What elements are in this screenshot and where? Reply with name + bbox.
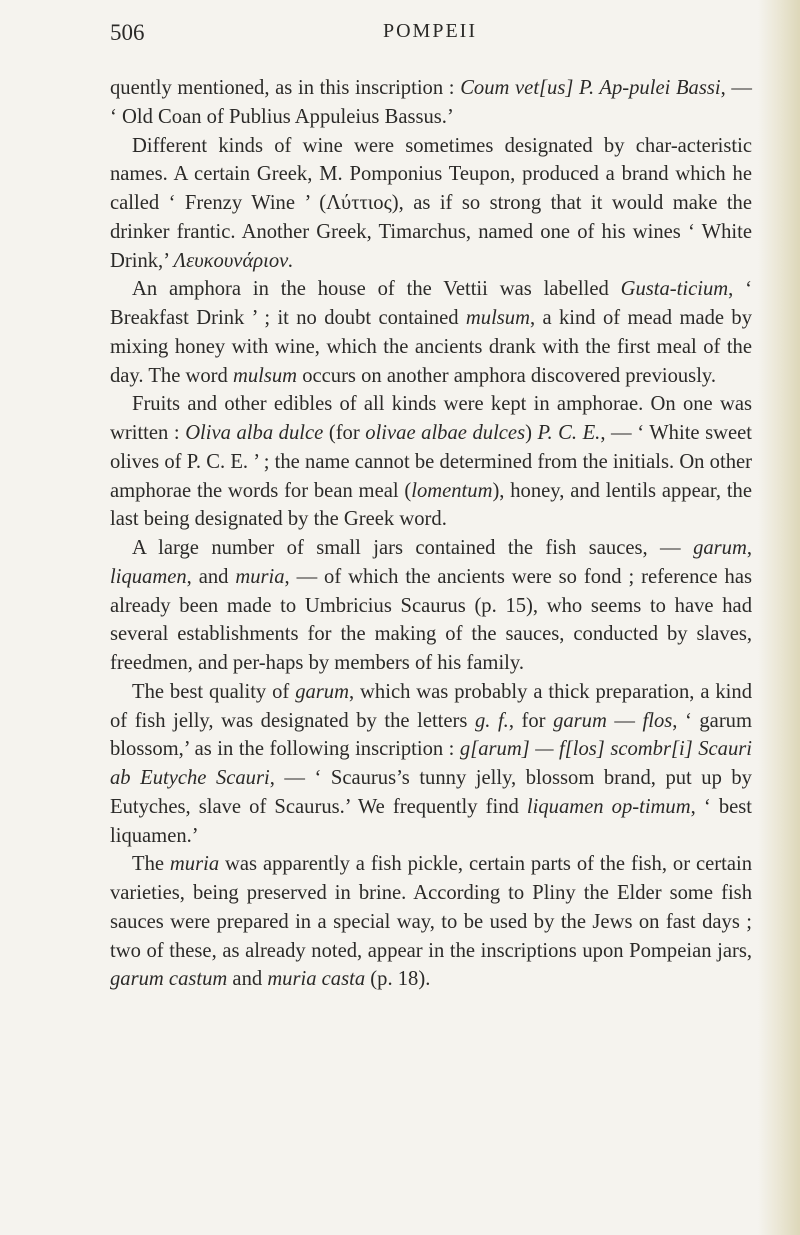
text-run: and <box>227 968 268 991</box>
text-run: , — of which the ancients were so fond ; reference has already been made to Umbricius Scaurus (p. 15), who seems to have had several establishments for the making of the sauces, conducted by slaves, freedmen, and per-haps by members of his family. <box>110 565 752 674</box>
italic-text: g[arum] — f[los] scombr[i] Scauri ab Eutyche Scauri <box>110 738 752 789</box>
paragraph-7 <box>110 850 752 994</box>
text-run: An amphora in the house of the Vettii was labelled <box>132 278 621 301</box>
text-run: quently mentioned, as in this inscription : <box>110 77 461 99</box>
text-run: , and <box>186 565 236 588</box>
text-run: , ‘ garum blossom,’ as in the following inscription : <box>110 709 752 761</box>
italic-text: muria <box>169 853 220 876</box>
italic-text: Coum vet[us] P. Ap-pulei Bassi <box>460 77 721 99</box>
text-run: Fruits and other edibles of all kinds were kept in amphorae. On one was written : <box>110 393 752 444</box>
text-run: , — ‘ Scaurus’s tunny jelly, blossom brand, put up by Eutyches, slave of Scaurus.’ We frequently find <box>110 767 752 818</box>
page-number: 506 <box>110 20 145 45</box>
text-run: — <box>606 709 643 732</box>
page-edge-shadow <box>758 0 800 1235</box>
text-run: (for <box>323 422 366 444</box>
text-run: , for <box>508 709 554 732</box>
italic-text: g. f. <box>474 709 509 732</box>
text-run: occurs on another amphora discovered previously. <box>297 364 717 387</box>
text-run: ), honey, and lentils appear, the last being designated by the Greek word. <box>110 479 752 531</box>
italic-text: Oliva alba dulce <box>185 422 324 444</box>
body-text <box>110 74 752 994</box>
text-run: (p. 18). <box>365 968 431 991</box>
text-run: , a kind of mead made by mixing honey with wine, which the ancients drank with the first meal of the day. The word <box>110 307 752 387</box>
text-run: , <box>746 537 752 559</box>
italic-text: P. C. E. <box>537 422 601 444</box>
text-run: Different kinds of wine were sometimes designated by char-acteristic names. A certain Greek, M. Pomponius Teupon, produced a brand which he called ‘ Frenzy Wine ’ (Λύττιος), as if so strong that it would make the drinker frantic. Another Greek, Timarchus, named one of his wines ‘ White Drink,’ <box>110 134 752 272</box>
running-title: POMPEII <box>382 20 477 42</box>
page-header <box>110 20 750 54</box>
text-run: A large number of small jars contained the fish sauces, — <box>132 537 694 559</box>
italic-text: liquamen op-timum <box>526 795 691 818</box>
text-run: , — ‘ White sweet olives of P. C. E. ’ ; the name cannot be determined from the initials. On other amphorae the words for bean meal ( <box>110 422 753 502</box>
italic-text: garum castum <box>110 968 228 991</box>
paragraph-4 <box>110 390 752 534</box>
paragraph-5 <box>110 534 752 678</box>
italic-text: garum <box>693 537 747 559</box>
italic-text: muria <box>235 565 285 588</box>
text-run: , ‘ best liquamen.’ <box>110 795 752 847</box>
text-run: ) <box>525 422 538 444</box>
italic-text: flos <box>642 709 673 732</box>
italic-text: Gusta-ticium <box>620 278 729 301</box>
italic-text: mulsum <box>465 307 530 329</box>
paragraph-1 <box>110 74 752 132</box>
italic-text: mulsum <box>232 364 298 387</box>
text-run: , ‘ Breakfast Drink ’ ; it no doubt contained <box>110 278 752 329</box>
paragraph-3 <box>110 275 752 390</box>
italic-text: muria casta <box>267 968 366 991</box>
italic-text: olivae albae dulces <box>365 422 526 444</box>
italic-text: lomentum <box>411 479 493 502</box>
paragraph-2 <box>110 132 752 276</box>
text-run: , which was probably a thick preparation, a kind of fish jelly, was designated by the letters <box>110 680 752 732</box>
italic-text: garum <box>295 680 349 703</box>
text-run: , — ‘ Old Coan of Publius Appuleius Bassus.’ <box>110 77 753 128</box>
italic-text: liquamen <box>110 565 187 588</box>
text-run: The <box>132 853 170 876</box>
text-run: The best quality of <box>132 680 296 703</box>
italic-text: garum <box>553 709 607 732</box>
paragraph-6 <box>110 678 752 851</box>
text-run: was apparently a fish pickle, certain parts of the fish, or certain varieties, being preserved in brine. According to Pliny the Elder some fish sauces were prepared in a special way, to be used by the Jews on fast days ; two of these, as already noted, appear in the inscriptions upon Pompeian jars, <box>110 853 752 962</box>
italic-text: Λευκουνάριον. <box>173 249 294 272</box>
